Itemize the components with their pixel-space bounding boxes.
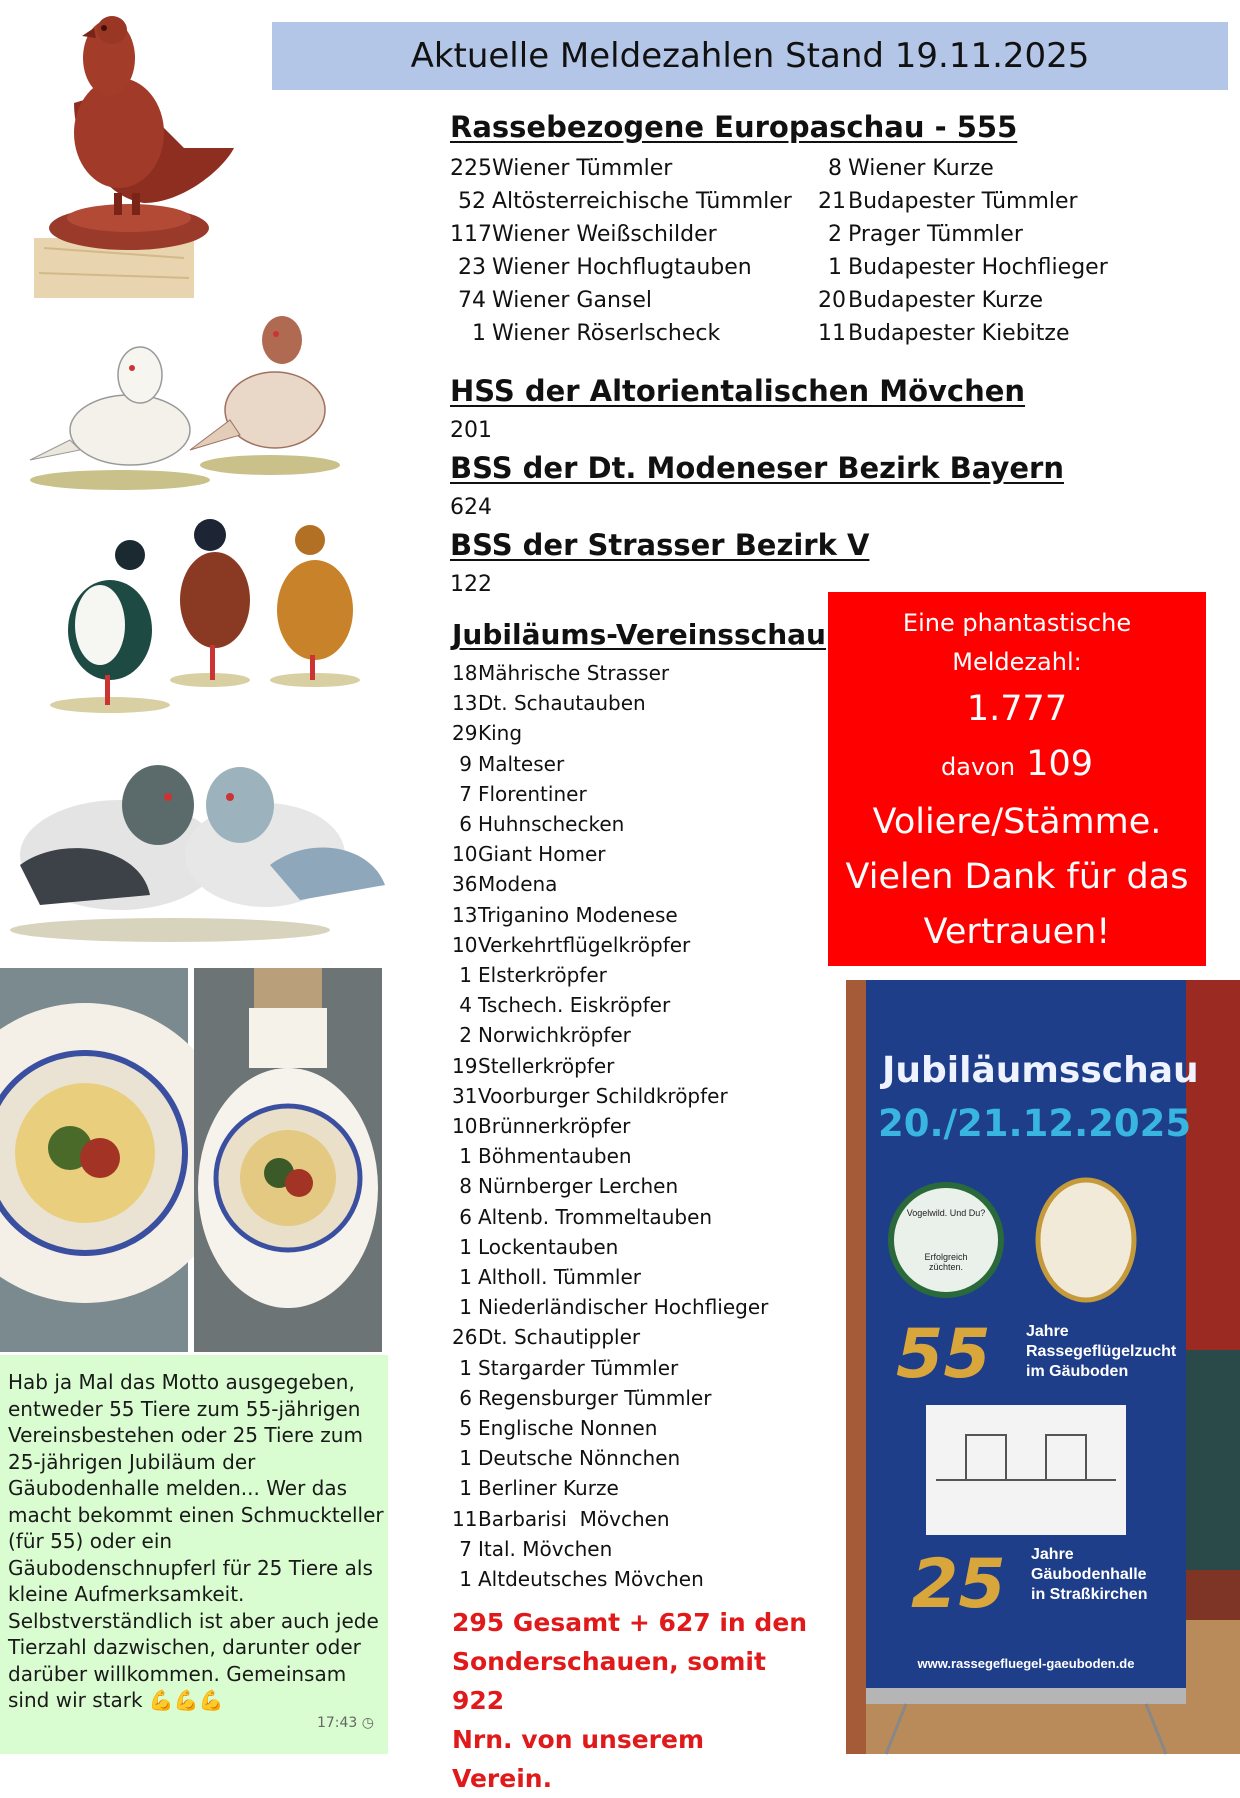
pigeon-drawing-trio-image [30,510,370,720]
list-item: 1 Altdeutsches Mövchen [459,1567,704,1592]
chat-message-text: Hab ja Mal das Motto ausgegeben, entweder 55 Tiere zum 55-jährigen Vereinsbestehen oder 25 Tiere zum 25-jährigen Jubiläum der Gäubodenhalle melden... Wer das macht bekommt einen Schmuckteller (für 55) oder ein Gäubodenschnupferl für 25 Tiere als kleine Aufmerksamkeit. Selbstverständlich ist aber auch jede Tierzahl dazwischen, darunter oder darüber willkommen. Gemeinsam sind wir stark 💪💪💪 [8,1370,384,1712]
vereinsschau-heading: Jubiläums-Vereinsschau [452,618,826,651]
header-bar [272,22,1228,90]
bottle-photo [194,968,382,1352]
list-item: 2 Prager Tümmler [828,222,1023,247]
hss-count: 201 [450,418,492,443]
pigeon-statue-image [34,8,230,298]
vereinsschau-list [452,658,768,1594]
list-item: 23 Wiener Hochflugtauben [458,255,752,280]
list-item: 26 Dt. Schautippler [452,1325,641,1350]
banner-25: 25 [911,1545,1006,1624]
list-item: 1 Berliner Kurze [459,1476,619,1501]
list-item: 1 Lockentauben [459,1234,619,1259]
list-item: 20 Budapester Kurze [818,288,1044,313]
bss-modeneser-heading: BSS der Dt. Modeneser Bezirk Bayern [450,451,1064,485]
list-item: 21 Budapester Tümmler [818,189,1078,214]
page-title: Aktuelle Meldezahlen Stand 19.11.2025 [410,36,1090,76]
highlight-box: Eine phantastische Meldezahl: 1.777 davon 109 Voliere/Stämme. Vielen Dank für das Vertrauen! [828,592,1206,966]
list-item: 1 Stargarder Tümmler [459,1355,679,1380]
banner-25-text: Jahre Gäubodenhalle in Straßkirchen [1031,1546,1148,1603]
list-item: 1 Wiener Röserlscheck [472,321,721,346]
list-item: 8 Nürnberger Lerchen [459,1174,679,1199]
banner-url: www.rassegefluegel-gaeuboden.de [917,1656,1135,1671]
list-item: 7 Ital. Mövchen [459,1536,613,1561]
list-item: 6 Regensburger Tümmler [459,1385,712,1410]
list-item: 29 King [452,721,523,746]
list-item: 52 Altösterreichische Tümmler [458,189,792,214]
list-item: 13 Dt. Schautauben [452,691,646,716]
list-item: 1 Budapester Hochflieger [828,255,1108,280]
hss-heading: HSS der Altorientalischen Mövchen [450,374,1026,408]
banner-badge-left: Vogelwild. Und Du? Erfolgreich züchten. [906,1208,986,1272]
list-item: 1 Niederländischer Hochflieger [459,1295,769,1320]
list-item: 7 Florentiner [459,781,587,806]
list-item: 1 Elsterkröpfer [459,963,607,988]
rollup-banner-photo [846,980,1240,1754]
banner-55-text: Jahre Rassegeflügelzucht im Gäuboden [1026,1323,1177,1380]
chat-message-bubble [0,1355,388,1754]
europaschau-left-list [450,152,792,350]
chat-timestamp: 17:43 ◷ [316,1714,374,1731]
list-item: 11 Budapester Kiebitze [818,321,1070,346]
list-item: 31 Voorburger Schildkröpfer [452,1083,728,1108]
list-item: 1 Altholl. Tümmler [459,1265,642,1290]
list-item: 4 Tschech. Eiskröpfer [459,993,671,1018]
total-summary: 295 Gesamt + 627 in den Sonderschauen, somit 922 Nrn. von unserem Verein. [452,1608,808,1793]
clock-icon: ◷ [361,1714,374,1731]
list-item: 11 Barbarisi Mövchen [452,1506,670,1531]
list-item: 6 Huhnschecken [459,812,625,837]
list-item: 6 Altenb. Trommeltauben [459,1204,713,1229]
total-count: 1.777 [966,689,1068,729]
banner-title: Jubiläumsschau [882,1050,1199,1091]
list-item: 117 Wiener Weißschilder [450,222,717,247]
bss-modeneser-count: 624 [450,495,492,520]
list-item: 8 Wiener Kurze [828,156,994,181]
list-item: 36 Modena [452,872,558,897]
list-item: 1 Deutsche Nönnchen [459,1446,681,1471]
list-item: 10 Giant Homer [452,842,606,867]
list-item: 5 Englische Nonnen [459,1416,658,1441]
list-item: 10 Verkehrtflügelkröpfer [452,932,691,957]
list-item: 225 Wiener Tümmler [450,156,673,181]
list-item: 19 Stellerkröpfer [452,1053,615,1078]
pigeon-drawing-pair-grey-image [0,735,388,955]
list-item: 10 Brünnerkröpfer [452,1114,631,1139]
europaschau-right-list [818,152,1108,350]
bss-strasser-heading: BSS der Strasser Bezirk V [450,528,870,562]
list-item: 1 Böhmentauben [459,1144,632,1169]
banner-55: 55 [896,1315,991,1394]
list-item: 18 Mährische Strasser [452,661,670,685]
list-item: 9 Malteser [459,751,565,776]
list-item: 74 Wiener Gansel [458,288,653,313]
europaschau-heading: Rassebezogene Europaschau - 555 [450,110,1018,144]
banner-date: 20./21.12.2025 [878,1102,1192,1145]
list-item: 2 Norwichkröpfer [459,1023,631,1048]
plate-photo [0,968,188,1352]
bss-strasser-count: 122 [450,572,492,597]
list-item: 13 Triganino Modenese [452,902,678,927]
pigeon-drawing-pair-image [20,300,350,500]
